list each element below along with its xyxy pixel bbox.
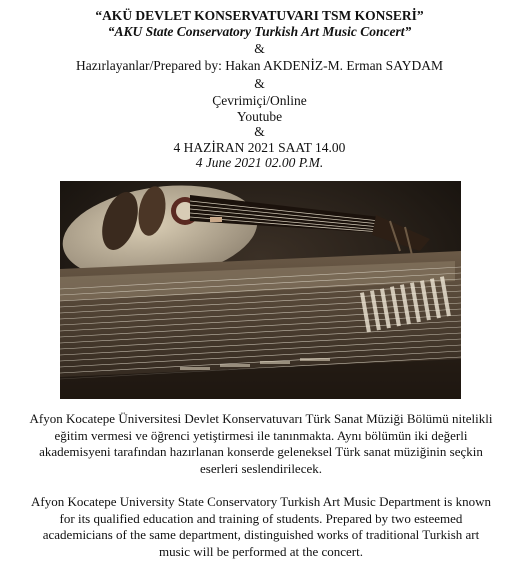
title-turkish: “AKÜ DEVLET KONSERVATUVARI TSM KONSERİ”	[95, 8, 424, 23]
prepared-by: Hazırlayanlar/Prepared by: Hakan AKDENİZ-M. Erman SAYDAM	[76, 58, 443, 73]
separator-ampersand: &	[254, 76, 265, 91]
title-english: “AKU State Conservatory Turkish Art Music Concert”	[107, 24, 412, 39]
separator-ampersand: &	[254, 41, 265, 56]
description-turkish: Afyon Kocatepe Üniversitesi Devlet Konservatuvarı Türk Sanat Müziği Bölümü nitelikli eğitim vermesi ve öğrenci yetiştirmesi ile tanınmakta. Aynı bölümün iki değerli akademisyeni tarafından hazırlanan konserde geleneksel Türk sanat müziğinin seçkin eserleri seslendirilecek.	[29, 411, 493, 476]
date-turkish: 4 HAZİRAN 2021 SAAT 14.00	[173, 140, 346, 155]
online-label: Çevrimiçi/Online	[212, 93, 307, 108]
platform-label: Youtube	[236, 109, 283, 124]
oud-and-kanun-photo	[60, 181, 461, 399]
instrument-illustration	[60, 181, 461, 399]
date-english: 4 June 2021 02.00 P.M.	[195, 155, 324, 170]
separator-ampersand: &	[254, 124, 265, 139]
description-english: Afyon Kocatepe University State Conservatory Turkish Art Music Department is known for its qualified education and training of students. Prepared by two esteemed academicians of the same department, distinguished works of traditional Turkish art music will be performed at the concert.	[31, 494, 491, 559]
